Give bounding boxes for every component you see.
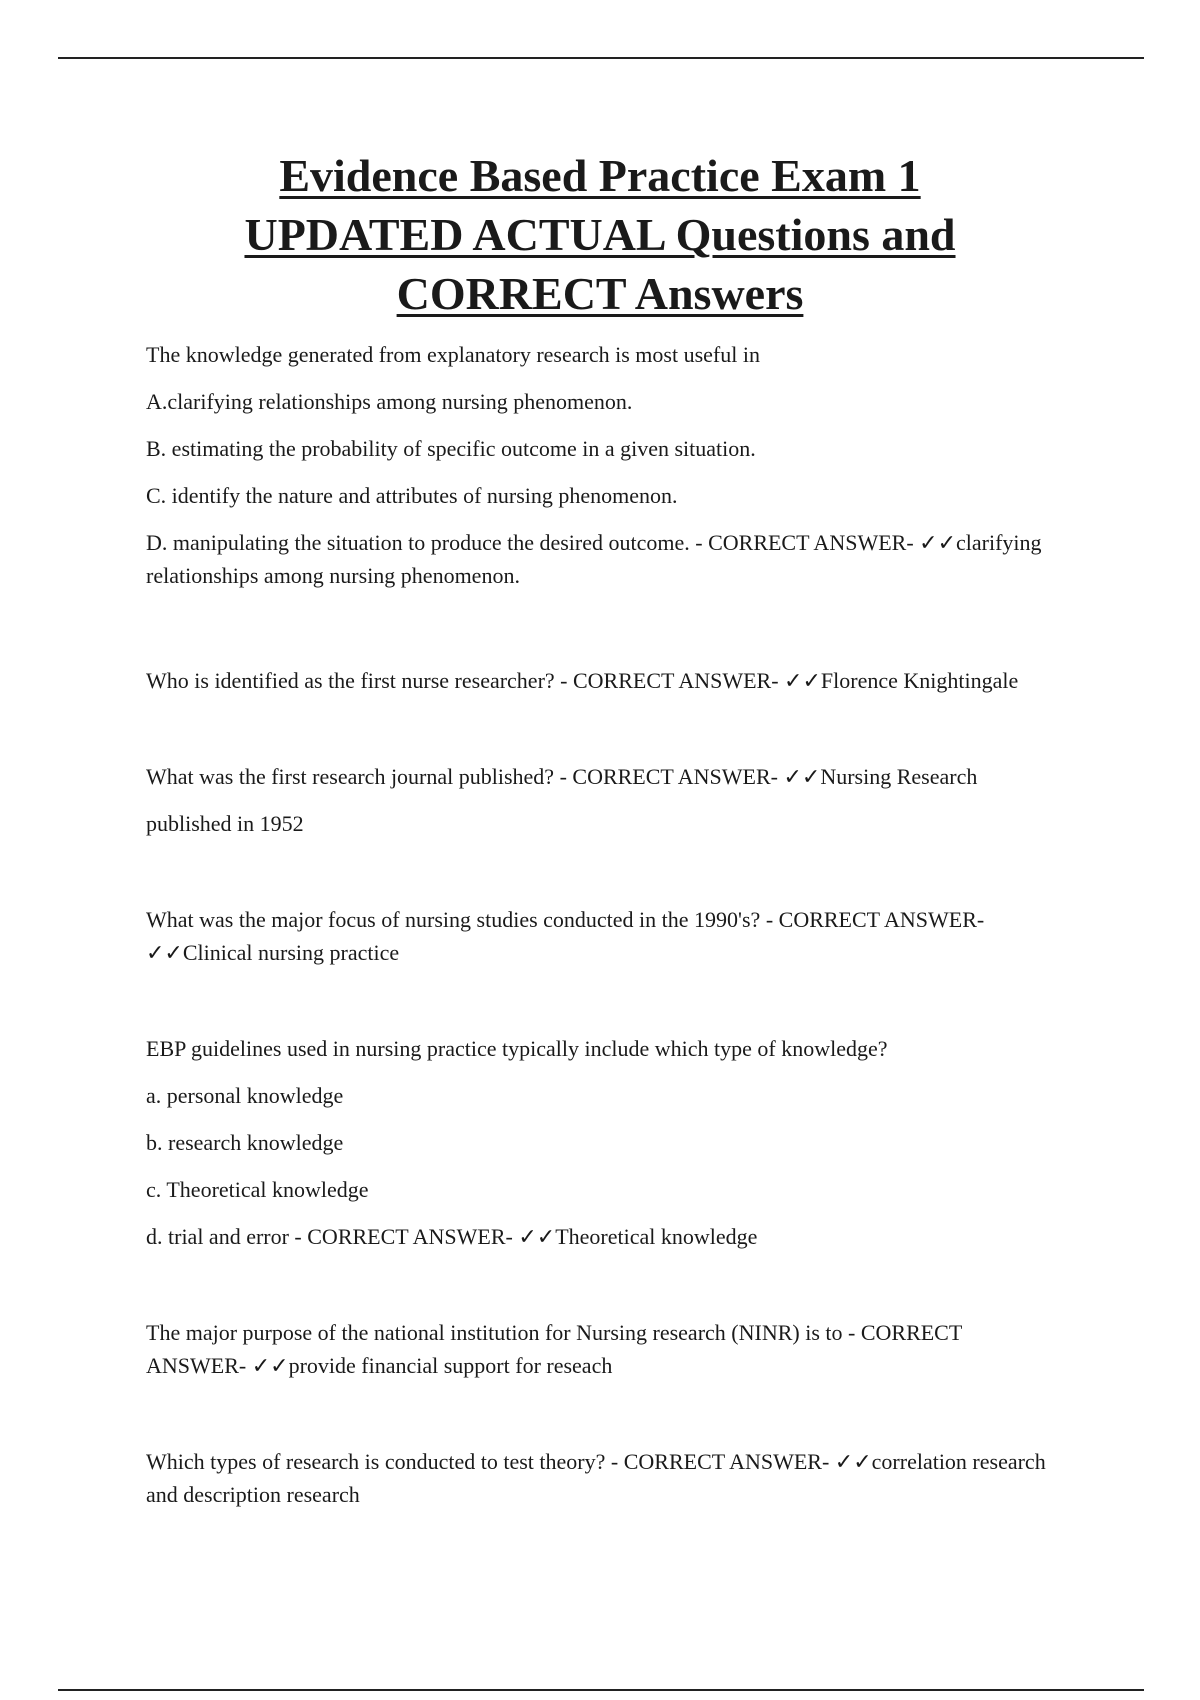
block-spacer — [146, 711, 1061, 760]
question-with-correct-answer: Who is identified as the first nurse researcher? - CORRECT ANSWER- ✓✓Florence Knightingale — [146, 668, 1019, 693]
top-rule — [58, 57, 1144, 59]
question-with-correct-answer: What was the first research journal published? - CORRECT ANSWER- ✓✓Nursing Research — [146, 764, 978, 789]
question-block-3 — [146, 760, 1061, 840]
question-with-correct-answer: Which types of research is conducted to test theory? - CORRECT ANSWER- ✓✓correlation research and description research — [146, 1449, 1046, 1507]
question-block-7 — [146, 1445, 1061, 1511]
title-line-1: Evidence Based Practice Exam 1 — [279, 150, 921, 201]
block-spacer — [146, 1396, 1061, 1445]
question-text: The knowledge generated from explanatory research is most useful in — [146, 342, 760, 367]
question-block-5 — [146, 1032, 1061, 1253]
title-line-2: UPDATED ACTUAL Questions and — [244, 209, 956, 260]
answer-option: c. Theoretical knowledge — [146, 1177, 369, 1202]
title-line-3: CORRECT Answers — [396, 268, 804, 319]
question-block-4 — [146, 903, 1061, 969]
block-spacer — [146, 854, 1061, 903]
answer-option: B. estimating the probability of specific outcome in a given situation. — [146, 436, 756, 461]
bottom-rule — [58, 1689, 1144, 1691]
block-spacer — [146, 606, 1061, 664]
answer-option: a. personal knowledge — [146, 1083, 344, 1108]
question-block-2 — [146, 664, 1061, 697]
block-spacer — [146, 1267, 1061, 1316]
block-spacer — [146, 983, 1061, 1032]
question-with-correct-answer: What was the major focus of nursing studies conducted in the 1990's? - CORRECT ANSWER- ✓✓Clinical nursing practice — [146, 907, 985, 965]
question-text: EBP guidelines used in nursing practice typically include which type of knowledge? — [146, 1036, 888, 1061]
question-block-6 — [146, 1316, 1061, 1382]
document-title — [100, 146, 1100, 323]
answer-option: A.clarifying relationships among nursing phenomenon. — [146, 389, 633, 414]
answer-option: C. identify the nature and attributes of nursing phenomenon. — [146, 483, 678, 508]
answer-option-with-correct-answer: D. manipulating the situation to produce the desired outcome. - CORRECT ANSWER- ✓✓clarifying relationships among nursing phenomenon. — [146, 530, 1042, 588]
document-body — [146, 338, 1061, 1525]
answer-note: published in 1952 — [146, 811, 304, 836]
question-with-correct-answer: The major purpose of the national institution for Nursing research (NINR) is to - CORRECT ANSWER- ✓✓provide financial support for reseach — [146, 1320, 962, 1378]
answer-option-with-correct-answer: d. trial and error - CORRECT ANSWER- ✓✓Theoretical knowledge — [146, 1224, 758, 1249]
question-block-1 — [146, 338, 1061, 592]
answer-option: b. research knowledge — [146, 1130, 344, 1155]
